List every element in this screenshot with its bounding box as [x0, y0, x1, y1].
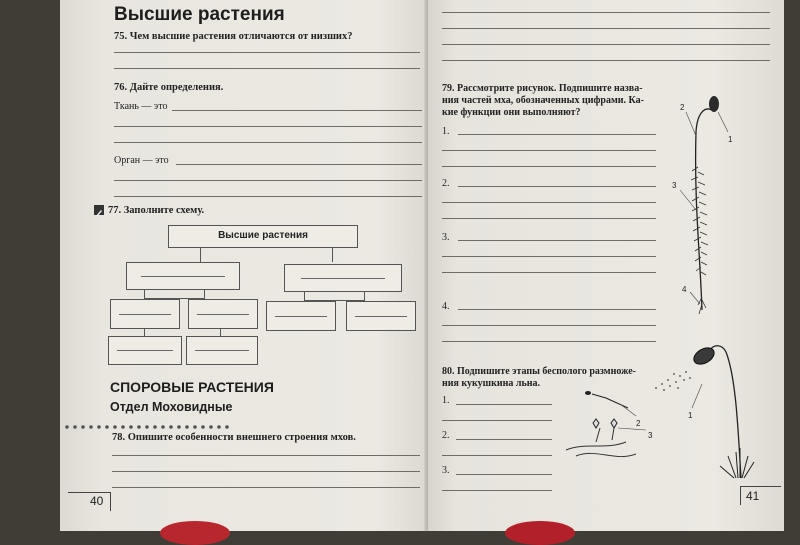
- answer-line[interactable]: [442, 28, 770, 29]
- definition-organ-label: Орган — это: [114, 155, 169, 166]
- answer-line[interactable]: [456, 439, 552, 440]
- stage-label: 1: [688, 411, 693, 420]
- section-title: СПОРОВЫЕ РАСТЕНИЯ: [110, 379, 274, 395]
- answer-line[interactable]: [172, 110, 422, 111]
- question-75: 75. Чем высшие растения отличаются от низших?: [114, 31, 353, 42]
- item-79-3-number: 3.: [442, 232, 450, 243]
- item-79-4-number: 4.: [442, 301, 450, 312]
- scheme-box[interactable]: [346, 301, 416, 331]
- question-79-line3: кие функции они выполняют?: [442, 107, 581, 118]
- moss-plant-illustration: [664, 92, 734, 324]
- question-79-line1: 79. Рассмотрите рисунок. Подпишите назва-: [442, 83, 643, 94]
- answer-line[interactable]: [114, 180, 422, 181]
- answer-line[interactable]: [458, 134, 656, 135]
- item-80-1-number: 1.: [442, 395, 450, 406]
- answer-line[interactable]: [442, 12, 770, 13]
- finger: [160, 521, 230, 545]
- answer-line[interactable]: [458, 186, 656, 187]
- answer-line[interactable]: [112, 471, 420, 472]
- answer-line[interactable]: [176, 164, 422, 165]
- page-number-right: 41: [746, 489, 760, 503]
- answer-line[interactable]: [442, 44, 770, 45]
- left-page: [60, 0, 432, 531]
- scheme-connector: [200, 247, 201, 262]
- scheme-connector: [220, 328, 221, 336]
- scheme-connector: [204, 289, 205, 299]
- stage-label: 2: [636, 419, 641, 428]
- moss-label: 3: [672, 181, 677, 190]
- pencil-icon: [94, 205, 104, 215]
- question-77: 77. Заполните схему.: [108, 205, 205, 216]
- dotted-rule: [64, 416, 234, 420]
- scheme-root-box: [168, 225, 358, 248]
- answer-line[interactable]: [442, 60, 770, 61]
- scheme-box[interactable]: [126, 262, 240, 290]
- answer-line[interactable]: [114, 142, 422, 143]
- answer-line[interactable]: [442, 256, 656, 257]
- scheme-connector: [144, 328, 145, 336]
- answer-line[interactable]: [458, 309, 656, 310]
- scheme-box[interactable]: [110, 299, 180, 329]
- question-80-line1: 80. Подпишите этапы бесполого размноже-: [442, 366, 636, 377]
- question-78: 78. Опишите особенности внешнего строения мхов.: [112, 432, 356, 443]
- question-80-line2: ния кукушкина льна.: [442, 378, 541, 389]
- scheme-connector: [364, 291, 365, 301]
- scheme-box[interactable]: [284, 264, 402, 292]
- answer-line[interactable]: [456, 474, 552, 475]
- answer-line[interactable]: [442, 455, 552, 456]
- answer-line[interactable]: [442, 272, 656, 273]
- scheme-box[interactable]: [266, 301, 336, 331]
- answer-line[interactable]: [458, 240, 656, 241]
- question-79-line2: ния частей мха, обозначенных цифрами. Ка-: [442, 95, 644, 106]
- answer-line[interactable]: [114, 196, 422, 197]
- moss-reproduction-illustration: [556, 338, 756, 488]
- answer-line[interactable]: [114, 68, 420, 69]
- question-76: 76. Дайте определения.: [114, 82, 224, 93]
- scheme-root-label: Высшие растения: [218, 230, 308, 241]
- subsection-title: Отдел Моховидные: [110, 400, 233, 414]
- item-80-2-number: 2.: [442, 430, 450, 441]
- right-page: [428, 0, 784, 531]
- moss-label: 1: [728, 135, 733, 144]
- answer-line[interactable]: [114, 126, 422, 127]
- answer-line[interactable]: [442, 150, 656, 151]
- answer-line[interactable]: [442, 490, 552, 491]
- answer-line[interactable]: [442, 202, 656, 203]
- answer-line[interactable]: [442, 218, 656, 219]
- answer-line[interactable]: [442, 325, 656, 326]
- answer-line[interactable]: [442, 420, 552, 421]
- moss-label: 2: [680, 103, 685, 112]
- scheme-connector: [332, 247, 333, 262]
- stage-label: 3: [648, 431, 653, 440]
- page-number-left: 40: [90, 494, 104, 508]
- answer-line[interactable]: [112, 487, 420, 488]
- moss-label: 4: [682, 285, 687, 294]
- answer-line[interactable]: [114, 52, 420, 53]
- definition-tissue-label: Ткань — это: [114, 101, 168, 112]
- scheme-box[interactable]: [186, 336, 258, 365]
- finger: [505, 521, 575, 545]
- item-80-3-number: 3.: [442, 465, 450, 476]
- item-79-2-number: 2.: [442, 178, 450, 189]
- chapter-title: Высшие растения: [114, 4, 285, 25]
- answer-line[interactable]: [456, 404, 552, 405]
- scheme-box[interactable]: [188, 299, 258, 329]
- scheme-box[interactable]: [108, 336, 182, 365]
- answer-line[interactable]: [112, 455, 420, 456]
- item-79-1-number: 1.: [442, 126, 450, 137]
- answer-line[interactable]: [442, 166, 656, 167]
